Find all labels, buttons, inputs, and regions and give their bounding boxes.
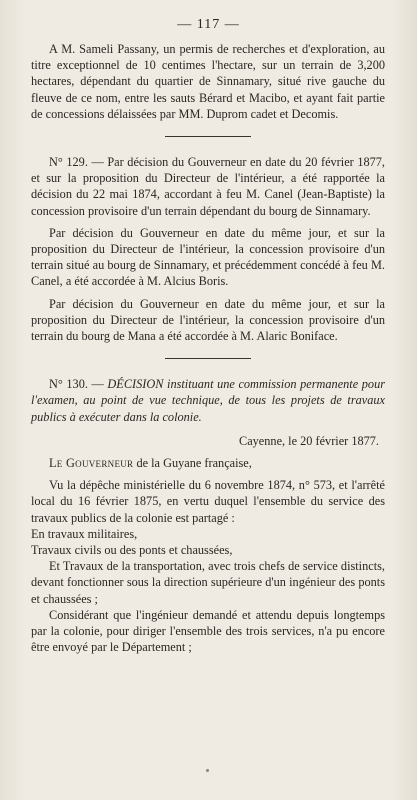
- paragraph-sameli-passany: A M. Sameli Passany, un permis de recherches et d'exploration, au titre exceptionnel de 10 centimes l'hectare, sur un terrain de 3,200 hectares, dépendant du quartier de Sinnamary, situé rive gauche du fleuve de ce nom, entre les sauts Bérard et Macibo, et ayant fait partie de concessions délaissées par MM. Duprom cadet et Decomis.: [31, 42, 385, 121]
- document-body: [31, 41, 385, 656]
- decision-date: Cayenne, le 20 février 1877.: [239, 433, 379, 448]
- paragraph-gouverneur: [31, 455, 385, 471]
- gouverneur-heading: Le Gouverneur: [49, 456, 134, 471]
- page-number: — 117 —: [177, 17, 240, 32]
- paragraph-considerant: Considérant que l'ingénieur demandé et attendu depuis longtemps par la colonie, pour diriger l'ensemble des trois services, n'a pu encore être envoyé par le Département ;: [31, 607, 385, 655]
- gouverneur-rest: de la Guyane française,: [133, 456, 252, 471]
- decision-title: DÉCISION instituant une commission permanente pour l'examen, au point de vue technique, de tous les projets de travaux publics à exécuter dans la colonie.: [31, 377, 385, 424]
- section-divider: [165, 136, 251, 137]
- paragraph-travaux-militaires: En travaux militaires,: [31, 526, 138, 541]
- page-speck: [206, 769, 209, 772]
- paragraph-decision-130: [31, 376, 385, 425]
- paragraph-alcius-boris: Par décision du Gouverneur en date du même jour, et sur la proposition du Directeur de l'intérieur, la concession provisoire d'un terrain situé au bourg de Sinnamary, et précédemment concédé à feu M. Canel, a été accordée à M. Alcius Boris.: [31, 225, 385, 289]
- decision-number: N° 130. —: [49, 377, 108, 392]
- paragraph-alaric-boniface: Par décision du Gouverneur en date du même jour, et sur la proposition du Directeur de l'intérieur, la concession provisoire d'un terrain du bourg de Mana a été accordée à M. Alaric Boniface.: [31, 296, 385, 344]
- paragraph-vu-la-depeche: Vu la dépêche ministérielle du 6 novembre 1874, n° 573, et l'arrêté local du 16 février 1875, en vertu duquel l'ensemble du service des travaux publics de la colonie est partagé :: [31, 478, 385, 525]
- paragraph-travaux-transportation: Et Travaux de la transportation, avec trois chefs de service distincts, devant fonctionner sous la direction supérieure d'un ingénieur des ponts et chaussées ;: [31, 559, 385, 606]
- paragraph-travaux-civils: Travaux civils ou des ponts et chaussées,: [31, 543, 233, 558]
- section-divider: [165, 358, 251, 359]
- paragraph-decision-129: N° 129. — Par décision du Gouverneur en date du 20 février 1877, et sur la proposition du Directeur de l'intérieur, a été rapportée la décision du 22 mai 1874, accordant à feu M. Canel (Jean-Baptiste) la concession provisoire d'un terrain dépendant du bourg de Sinnamary.: [31, 155, 385, 218]
